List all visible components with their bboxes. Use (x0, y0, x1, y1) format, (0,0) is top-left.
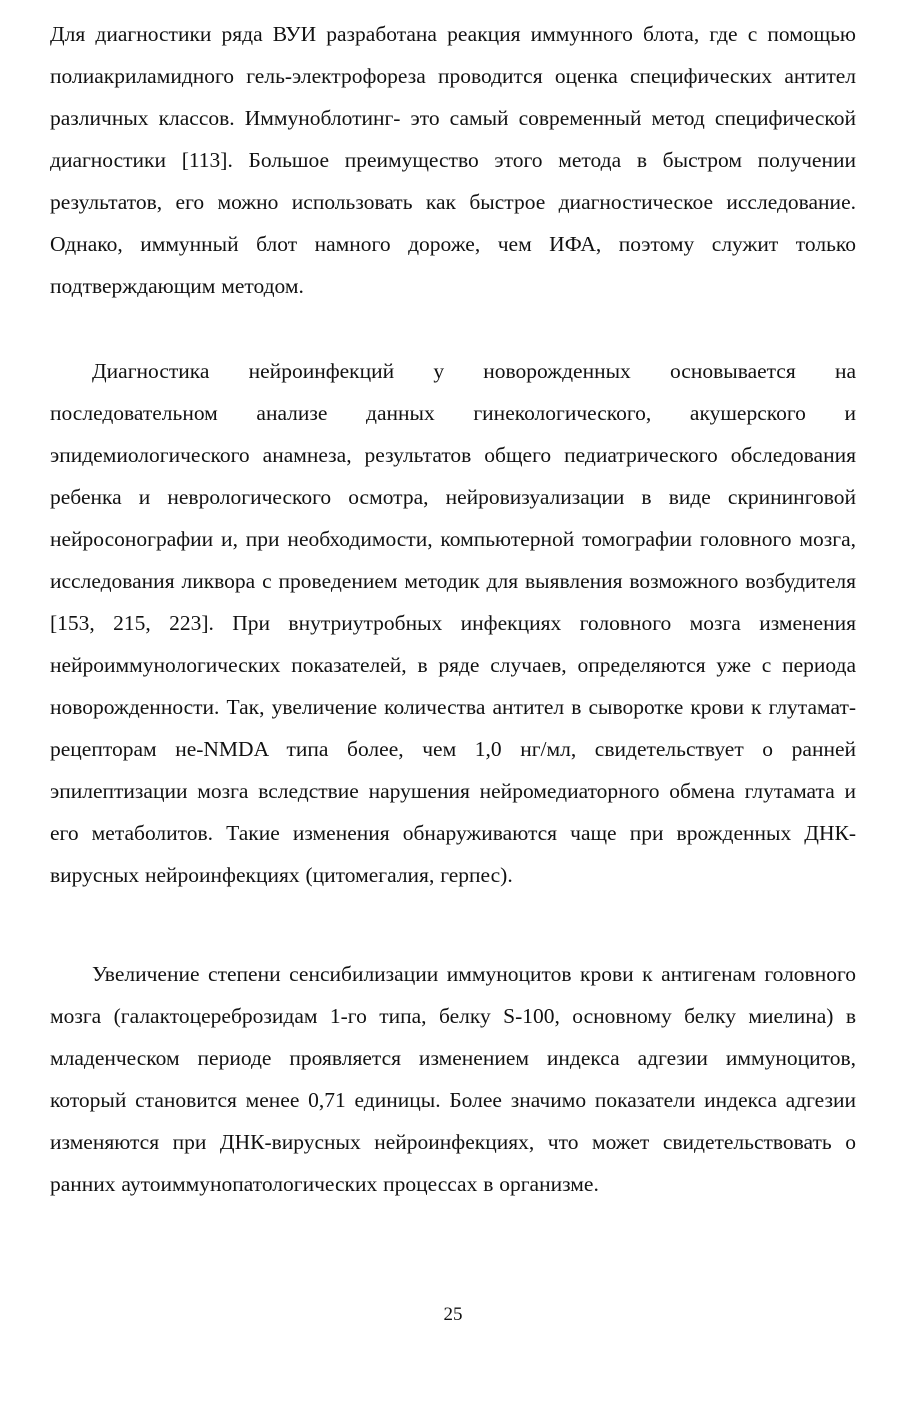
paragraph-immunoblot: Для диагностики ряда ВУИ разработана реакция иммунного блота, где с помощью полиакриламидного гель-электрофореза проводится оценка специфических антител различных классов. Иммуноблотинг- это самый современный метод специфической диагностики [113]. Большое преимущество этого метода в быстром получении результатов, его можно использовать как быстрое диагностическое исследование. Однако, иммунный блот намного дороже, чем ИФА, поэтому служит только подтверждающим методом. (50, 22, 856, 298)
page-number: 25 (443, 1304, 463, 1325)
paragraph-immunocyte-sensitization: Увеличение степени сенсибилизации иммуноцитов крови к антигенам головного мозга (галактоцереброзидам 1-го типа, белку S-100, основному белку миелина) в младенческом периоде проявляется изменением индекса адгезии иммуноцитов, который становится менее 0,71 единицы. Более значимо показатели индекса адгезии изменяются при ДНК-вирусных нейроинфекциях, что может свидетельствовать о ранних аутоиммунопатологических процессах в организме. (50, 962, 856, 1196)
paragraph-neuroinfection-diagnostics: Диагностика нейроинфекций у новорожденных основывается на последовательном анализе данных гинекологического, акушерского и эпидемиологического анамнеза, результатов общего педиатрического обследования ребенка и неврологического осмотра, нейровизуализации в виде скрининговой нейросонографии и, при необходимости, компьютерной томографии головного мозга, исследования ликвора с проведением методик для выявления возможного возбудителя [153, 215, 223]. При внутриутробных инфекциях головного мозга изменения нейроиммунологических показателей, в ряде случаев, определяются уже с периода новорожденности. Так, увеличение количества антител в сыворотке крови к глутамат-рецепторам не-NMDA типа более, чем 1,0 нг/мл, свидетельствует о ранней эпилептизации мозга вследствие нарушения нейромедиаторного обмена глутамата и его метаболитов. Такие изменения обнаруживаются чаще при врожденных ДНК-вирусных нейроинфекциях (цитомегалия, герпес). (50, 359, 856, 887)
